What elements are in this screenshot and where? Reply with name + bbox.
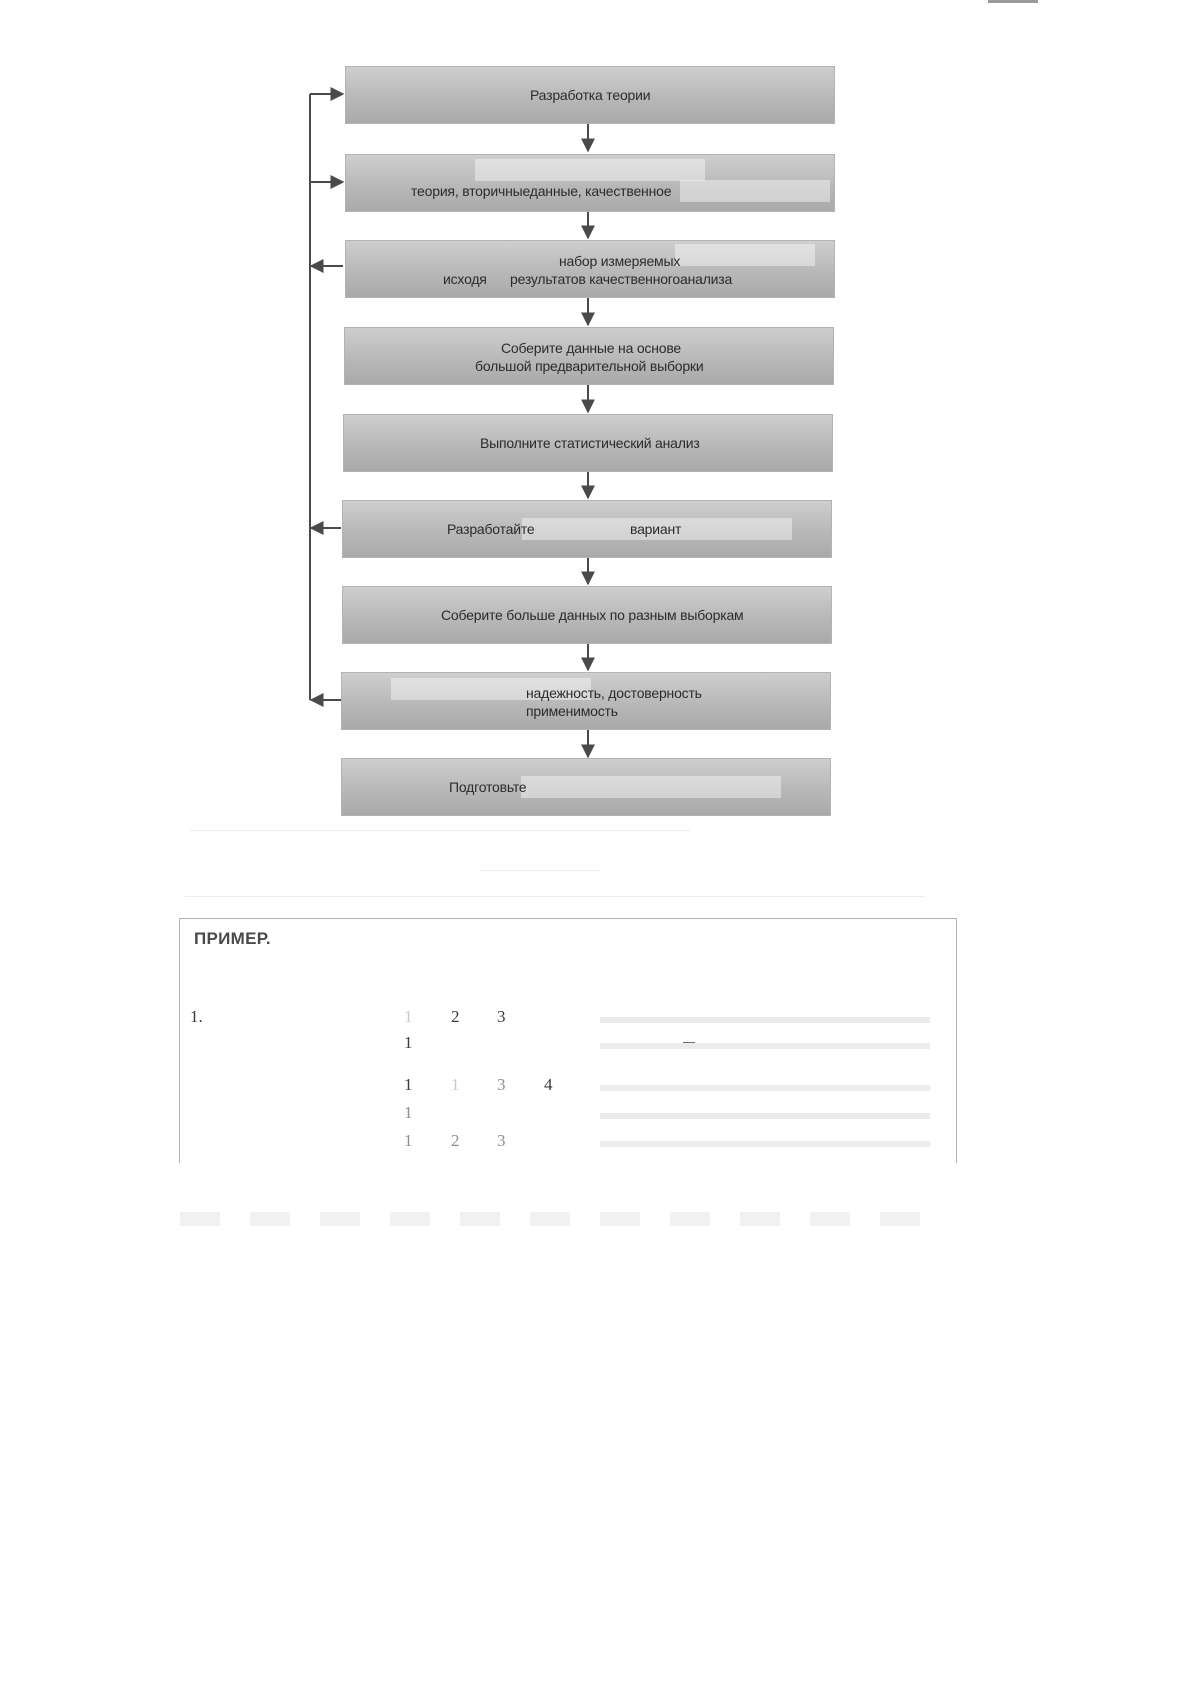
flow-step-collect-data — [344, 327, 834, 385]
flow-step-statistical-analysis — [343, 414, 833, 472]
step-label: Разработка теории — [530, 87, 651, 103]
research-process-flowchart — [0, 0, 1196, 840]
example-item-number: 1. — [190, 1007, 203, 1026]
step-label-line2a: исходя — [443, 271, 487, 287]
step-label-line2: применимость — [526, 703, 618, 719]
faint-text-line — [600, 1141, 930, 1147]
faint-text-line — [600, 1113, 930, 1119]
example-value: 1 — [404, 1131, 413, 1150]
step-label: Выполните статистический анализ — [480, 435, 700, 451]
example-value: 4 — [544, 1075, 553, 1094]
faded-text-area — [675, 244, 815, 266]
example-value: 3 — [497, 1131, 506, 1150]
flow-step-develop-variant — [342, 500, 832, 558]
step-label-line1: Соберите данные на основе — [501, 340, 682, 356]
faded-text-area — [680, 180, 830, 202]
faded-text-area — [521, 776, 781, 798]
example-frame — [179, 918, 957, 1163]
faint-text-line — [600, 1017, 930, 1023]
faint-footer-line — [180, 1212, 940, 1226]
faint-rule — [185, 896, 925, 897]
example-value: 3 — [497, 1075, 506, 1094]
example-value: 1 — [404, 1007, 413, 1026]
example-title: ПРИМЕР. — [194, 929, 271, 948]
flow-step-reliability — [341, 672, 831, 730]
step-label-line1: набор измеряемых — [559, 253, 681, 269]
step-label-line2: большой предварительной выборки — [475, 358, 704, 374]
example-value: 1 — [404, 1033, 413, 1052]
flow-step-theory-sources — [345, 154, 835, 212]
example-value: 3 — [497, 1007, 506, 1026]
step-label: Подготовьте — [449, 779, 527, 795]
faded-text-area — [475, 159, 705, 181]
step-label: теория, вторичныеданные, качественное — [411, 183, 672, 199]
example-value: 2 — [451, 1007, 460, 1026]
flow-step-develop-theory — [345, 66, 835, 124]
faint-rule — [190, 830, 690, 831]
flow-step-collect-more-data — [342, 586, 832, 644]
faint-text-line — [600, 1043, 930, 1049]
example-value: 1 — [404, 1075, 413, 1094]
faint-text-line — [600, 1085, 930, 1091]
example-value: 2 — [451, 1131, 460, 1150]
flow-step-prepare — [341, 758, 831, 816]
example-value: 1 — [404, 1103, 413, 1122]
step-label: Соберите больше данных по разным выборкам — [441, 607, 744, 623]
step-label-a: Разработайте — [447, 521, 535, 537]
step-label-line2b: результатов качественногоанализа — [510, 271, 733, 287]
faint-rule — [480, 870, 600, 871]
flow-step-measurement-set — [345, 240, 835, 298]
example-value: 1 — [451, 1075, 460, 1094]
step-label-b: вариант — [630, 521, 682, 537]
step-label-line1: надежность, достоверность — [526, 685, 702, 701]
